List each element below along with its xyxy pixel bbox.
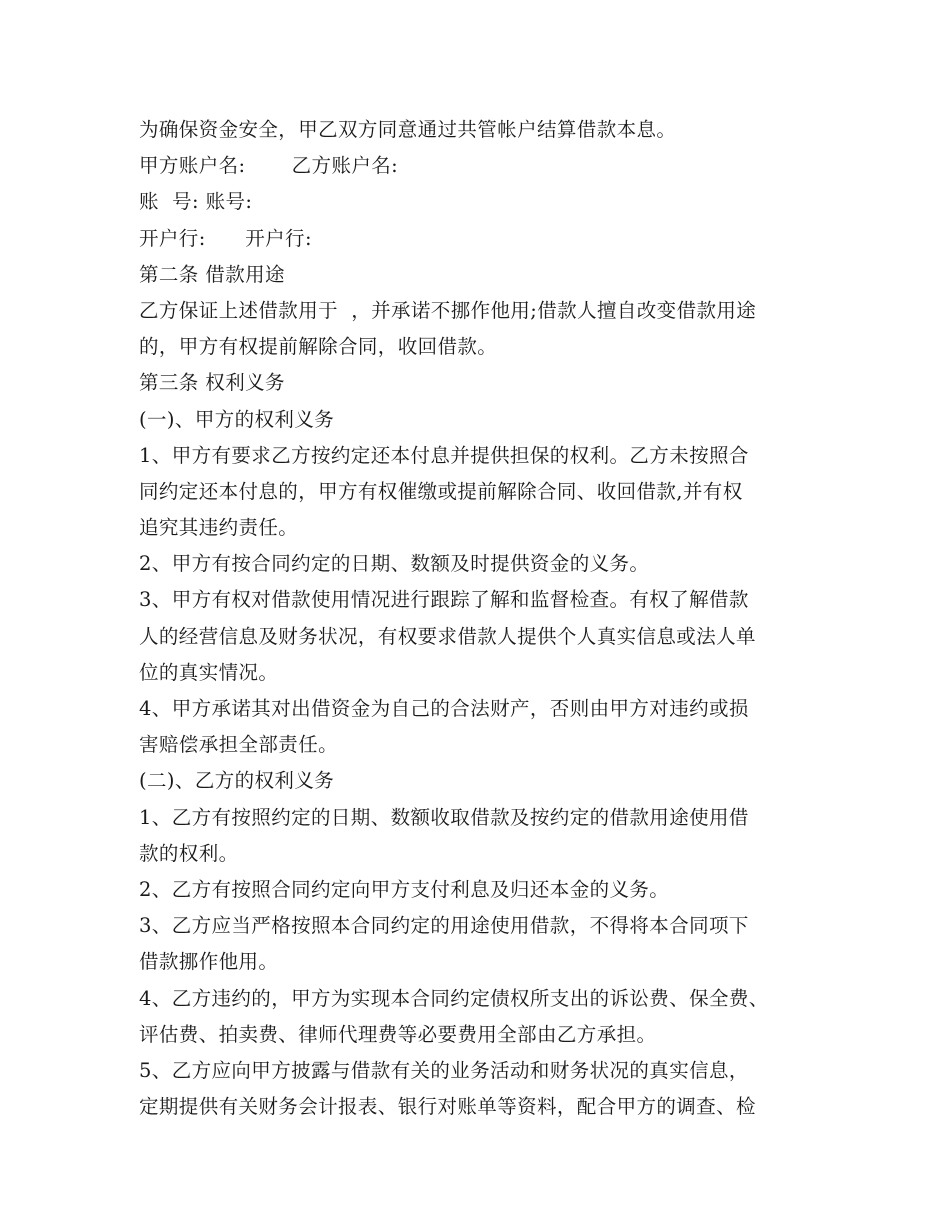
text-line: 账 号: 账号:: [139, 190, 253, 214]
text-line: 乙方保证上述借款用于 ，并承诺不挪作他用;借款人擅自改变借款用途: [139, 298, 757, 322]
text-line: 1、甲方有要求乙方按约定还本付息并提供担保的权利。乙方未按照合: [139, 443, 749, 467]
text-line: 开户行: 开户行:: [139, 226, 312, 250]
document-body: [139, 112, 829, 1125]
text-line: 的，甲方有权提前解除合同，收回借款。: [139, 335, 498, 359]
section-heading: 第三条 权利义务: [139, 371, 285, 395]
text-line: 款的权利。: [139, 841, 239, 865]
text-line: 借款挪作他用。: [139, 950, 279, 974]
text-line: 2、乙方有按照合同约定向甲方支付利息及归还本金的义务。: [139, 877, 670, 901]
text-line: 5、乙方应向甲方披露与借款有关的业务活动和财务状况的真实信息，: [139, 1058, 749, 1082]
text-line: 评估费、拍卖费、律师代理费等必要费用全部由乙方承担。: [139, 1022, 657, 1046]
subsection-heading: (一)、甲方的权利义务: [139, 407, 335, 431]
text-line: 2、甲方有按合同约定的日期、数额及时提供资金的义务。: [139, 552, 650, 576]
text-line: 3、甲方有权对借款使用情况进行跟踪了解和监督检查。有权了解借款: [139, 588, 749, 612]
text-line: 追究其违约责任。: [139, 516, 299, 540]
text-line: 定期提供有关财务会计报表、银行对账单等资料，配合甲方的调查、检: [139, 1095, 756, 1119]
text-line: 为确保资金安全，甲乙双方同意通过共管帐户结算借款本息。: [139, 118, 677, 141]
text-line: 害赔偿承担全部责任。: [139, 733, 339, 757]
text-line: 位的真实情况。: [139, 660, 279, 684]
text-line: 4、乙方违约的，甲方为实现本合同约定债权所支出的诉讼费、保全费、: [139, 986, 769, 1010]
text-line: 同约定还本付息的，甲方有权催缴或提前解除合同、收回借款,并有权: [139, 479, 743, 503]
text-line: 1、乙方有按照约定的日期、数额收取借款及按约定的借款用途使用借: [139, 805, 749, 829]
section-heading: 第二条 借款用途: [139, 262, 285, 286]
text-line: 甲方账户名: 乙方账户名:: [139, 154, 399, 178]
text-line: 人的经营信息及财务状况，有权要求借款人提供个人真实信息或法人单: [139, 624, 756, 648]
text-line: 3、乙方应当严格按照本合同约定的用途使用借款，不得将本合同项下: [139, 914, 749, 938]
subsection-heading: (二)、乙方的权利义务: [139, 769, 335, 793]
text-line: 4、甲方承诺其对出借资金为自己的合法财产，否则由甲方对违约或损: [139, 697, 749, 720]
